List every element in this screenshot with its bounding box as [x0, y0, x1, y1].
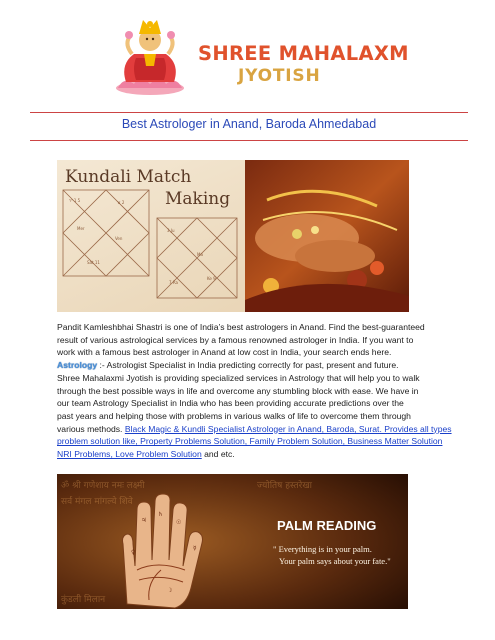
svg-text:♄: ♄: [158, 511, 164, 518]
svg-text:♃: ♃: [141, 517, 147, 524]
article-body: [57, 321, 457, 461]
site-logo[interactable]: [110, 14, 409, 96]
logo-subtitle-text: JYOTISH: [238, 66, 321, 86]
palm-banner-quote-line1: " Everything is in your palm.: [273, 544, 372, 554]
services-link[interactable]: problem solution like, Property Problems Solution, Family Problem Solution, Business Matter Solution: [57, 436, 443, 447]
svg-text:ज्योतिष हस्तरेखा: ज्योतिष हस्तरेखा: [257, 481, 313, 491]
article-line: Shree Mahalaxmi Jyotish is providing specialized services in Astrology that will help you to walk: [57, 372, 420, 383]
logo-brand-text: SHREE MAHALAXM: [198, 42, 409, 65]
svg-text:☉: ☉: [176, 519, 182, 526]
services-link[interactable]: NRI Problems, Love Problem Solution: [57, 449, 202, 460]
svg-text:☿: ☿: [193, 545, 197, 552]
article-text: and etc.: [201, 449, 235, 460]
title-bottom-rule: [30, 140, 468, 141]
article-line: our team Astrology Specialist in India who has been providing accurate predictions over the: [57, 398, 404, 409]
kundali-banner-illustration: [57, 160, 409, 312]
article-line: [57, 448, 457, 461]
article-text: various methods.: [57, 423, 125, 434]
svg-text:Ke 9: Ke 9: [207, 276, 216, 281]
article-line: past years and helping those with problems in various walks of life to overcome them through: [57, 410, 411, 421]
astrology-heading-word: Astrology: [57, 360, 98, 371]
article-line: [57, 359, 457, 372]
svg-text:♀: ♀: [131, 549, 136, 556]
svg-text:कुंडली मिलान: कुंडली मिलान: [61, 595, 106, 605]
palm-banner-title: PALM READING: [277, 518, 377, 533]
services-link[interactable]: Black Magic & Kundli Specialist Astrologer in Anand, Baroda, Surat. Provides all types: [124, 423, 452, 434]
svg-text:ॐ श्री गणेशाय नमः लक्ष्मी: ॐ श्री गणेशाय नमः लक्ष्मी: [61, 481, 145, 491]
banner-title-line2: Making: [165, 189, 231, 209]
svg-text:Mer: Mer: [77, 226, 85, 231]
svg-text:Ven: Ven: [115, 236, 123, 241]
article-line: [57, 423, 457, 436]
kundali-match-banner: [57, 160, 409, 312]
svg-text:सर्व मंगल मांगल्ये शिवे: सर्व मंगल मांगल्ये शिवे: [61, 497, 133, 507]
article-line: [57, 435, 457, 448]
svg-text:♉ 2: ♉ 2: [117, 200, 125, 205]
title-top-rule: [30, 112, 468, 113]
article-line: through the best possible ways in life and overcome any stumbling block with ease. We have in: [57, 385, 419, 396]
svg-text:Sat 11: Sat 11: [87, 260, 100, 265]
article-line: result of various astrological services by a famous renowned astrologer in India. If you want to: [57, 334, 414, 345]
svg-text:7 Ra: 7 Ra: [169, 280, 178, 285]
lakshmi-emblem-icon: [110, 14, 190, 96]
article-line: work with a famous best astrologer in Anand at low cost in India, your search ends here.: [57, 347, 392, 358]
svg-text:Ma: Ma: [197, 252, 203, 257]
svg-text:☽: ☽: [167, 587, 173, 594]
svg-text:♈ 1 5: ♈ 1 5: [69, 198, 81, 203]
svg-text:3 Ju: 3 Ju: [167, 228, 175, 233]
page-title: Best Astrologer in Anand, Baroda Ahmedabad: [121, 117, 377, 131]
palm-banner-quote-line2: Your palm says about your fate.": [279, 556, 391, 566]
palm-reading-illustration: [57, 474, 408, 609]
astrology-description: :- Astrologist Specialist in India predicting correctly for past, present and future.: [97, 360, 399, 371]
banner-title-line1: Kundali Match: [65, 167, 192, 187]
article-line: Pandit Kamleshbhai Shastri is one of India’s best astrologers in Anand. Find the best-guaranteed: [57, 322, 425, 332]
palm-reading-banner: [57, 474, 408, 609]
